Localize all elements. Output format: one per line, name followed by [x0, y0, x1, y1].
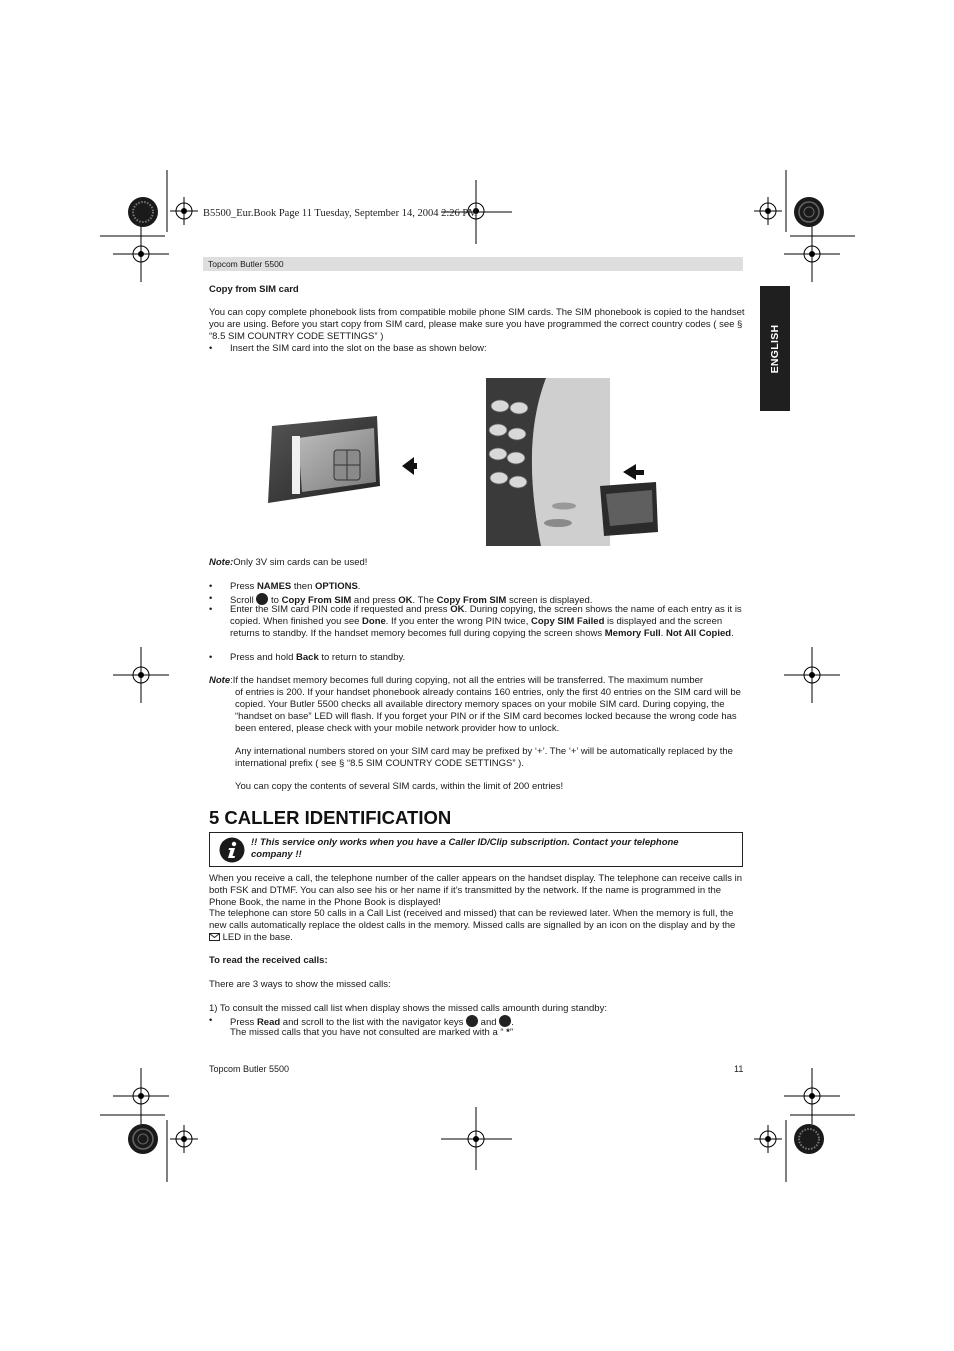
- note-international-prefix: Any international numbers stored on your SIM card may be prefixed by ‘+’. The ‘+’ will be automatically replaced by the international prefix ( see § “8.5 SIM COUNTRY CODE SETTINGS” ).: [235, 746, 733, 769]
- note-label: Note:: [209, 557, 234, 568]
- note-several-sims: You can copy the contents of several SIM cards, within the limit of 200 entries!: [235, 781, 564, 792]
- copy-sim-intro: You can copy complete phonebook lists from compatible mobile phone SIM cards. The SIM phonebook is copied to the handset you are using. Before you start copy from SIM card, please make sure you have programmed the correct country codes ( see § “8.5 SIM COUNTRY CODE SETTINGS” ): [209, 307, 745, 342]
- sub-heading-read-calls: To read the received calls:: [209, 955, 328, 966]
- bullet-marker: •: [209, 1015, 213, 1026]
- info-icon: [219, 837, 245, 863]
- info-text: !! This service only works when you have a Caller ID/Clip subscription. Contact your telephone company !!: [251, 837, 679, 860]
- language-tab-label: ENGLISH: [769, 324, 781, 373]
- base-slot-photo: [486, 378, 666, 548]
- caller-id-paragraph-1: When you receive a call, the telephone number of the caller appears on the handset display. The telephone can receive calls in both FSK and DTMF. You can also see his or her name if it’s transmitted by the network. If the name is programmed in the Phone Book, the name in the Phone Book is displayed!: [209, 873, 743, 908]
- section-heading-caller-id: 5 CALLER IDENTIFICATION: [209, 807, 452, 828]
- page-number: 11: [734, 1064, 744, 1074]
- step-press-back: Press and hold Back to return to standby.: [230, 652, 406, 663]
- caller-id-paragraph-2: The telephone can store 50 calls in a Call List (received and missed) that can be reviewed later. When the memory is full, the new calls automatically replace the oldest calls in the memory. Missed calls are signalled by an icon on the display and by the LED in the base.: [209, 908, 736, 943]
- bullet-insert-sim: Insert the SIM card into the slot on the base as shown below:: [230, 343, 487, 354]
- print-header: B5500_Eur.Book Page 11 Tuesday, September 14, 2004 2:26 PM: [203, 208, 478, 219]
- bullet-marker: •: [209, 604, 213, 615]
- bullet-marker: •: [209, 593, 213, 604]
- bullet-marker: •: [209, 343, 213, 354]
- running-header: Topcom Butler 5500: [203, 257, 743, 271]
- info-box: [209, 832, 743, 867]
- navigator-down-key-icon: [499, 1015, 511, 1027]
- missed-calls-marked-text: The missed calls that you have not consulted are marked with a “ *”: [230, 1027, 514, 1038]
- note-memory-full-cont: of entries is 200. If your handset phonebook already contains 160 entries, only the first 40 entries on the SIM card will be copied. Your Butler 5500 checks all available directory memory spaces on your mobile SIM card. During copying, the “handset on base” LED will flash. If you forget your PIN or if the SIM card becomes locked because the wrong code has been entered, please check with your mobile network provider how to unlock.: [235, 687, 741, 734]
- way-1-text: 1) To consult the missed call list when display shows the missed calls amounth during standby:: [209, 1003, 607, 1014]
- step-press-read: Press Read and scroll to the list with the navigator keys and .: [230, 1017, 514, 1028]
- step-enter-pin: Enter the SIM card PIN code if requested and press OK. During copying, the screen shows the name of each entry as it is copied. When finished you see Done. If you enter the wrong PIN twice, Copy SIM Failed is displayed and the screen returns to standby. If the handset memory becomes full during copying the screen shows Memory Full. Not All Copied.: [230, 604, 742, 639]
- language-tab: [760, 286, 790, 411]
- navigator-up-key-icon: [466, 1015, 478, 1027]
- sim-tray-illustration: [262, 408, 422, 508]
- bullet-marker: •: [209, 652, 213, 663]
- bullet-marker: •: [209, 581, 213, 592]
- footer-title: Topcom Butler 5500: [209, 1064, 290, 1074]
- step-press-names: Press NAMES then OPTIONS.: [230, 581, 361, 592]
- envelope-icon: [209, 933, 220, 941]
- star-marker-icon: *: [506, 1027, 510, 1038]
- three-ways-text: There are 3 ways to show the missed calls:: [209, 979, 391, 990]
- note-3v: [209, 557, 745, 569]
- note2-label: Note: [209, 675, 231, 686]
- note-memory-full: Note:If the handset memory becomes full during copying, not all the entries will be transferred. The maximum number: [209, 675, 704, 686]
- note-text: Only 3V sim cards can be used!: [233, 557, 368, 568]
- section-heading-copy-sim: Copy from SIM card: [209, 284, 299, 295]
- step-scroll-copy: Scroll to Copy From SIM and press OK. The Copy From SIM screen is displayed.: [230, 595, 593, 606]
